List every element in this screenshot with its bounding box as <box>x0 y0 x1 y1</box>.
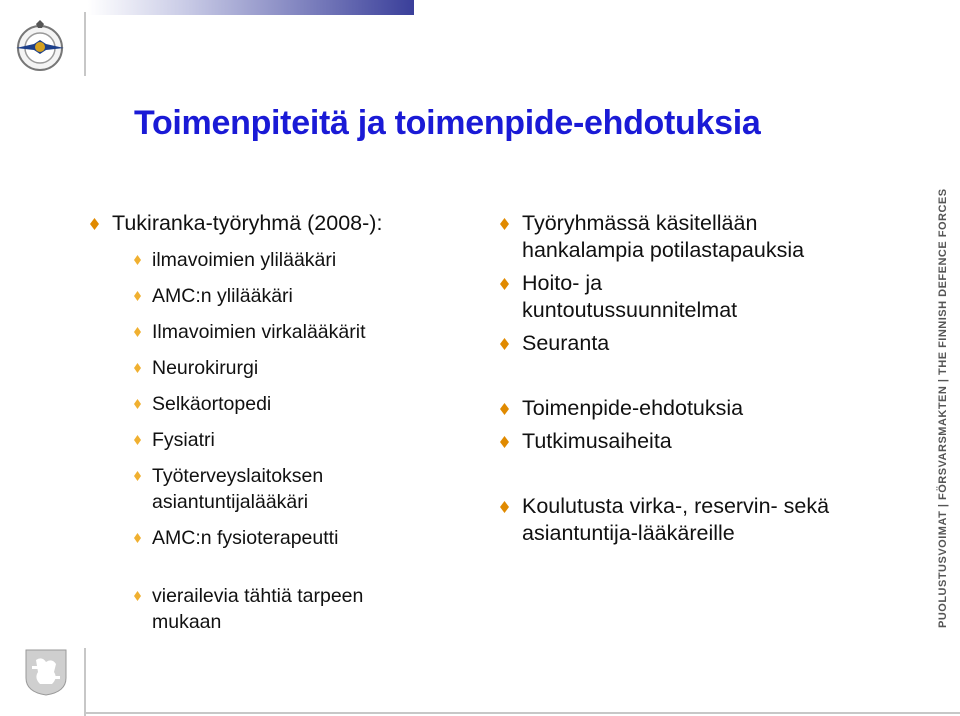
list-item: ilmavoimien ylilääkäri <box>88 247 498 273</box>
diamond-bullet-icon <box>134 591 141 601</box>
list-item: Seuranta <box>498 330 898 357</box>
right-column <box>498 210 898 547</box>
diamond-bullet-icon <box>134 291 141 301</box>
list-item: Neurokirurgi <box>88 355 498 381</box>
diamond-bullet-icon <box>90 218 99 230</box>
air-force-emblem-icon <box>12 18 68 74</box>
footer-line <box>84 712 960 714</box>
top-divider-line <box>84 12 86 76</box>
diamond-bullet-icon <box>134 471 141 481</box>
list-item: Koulutusta virka-, reservin- sekä asiantuntija-lääkäreille <box>498 493 872 547</box>
list-item: Tutkimusaiheita <box>498 428 898 455</box>
diamond-bullet-icon <box>500 218 509 230</box>
workgroup-heading: Tukiranka-työryhmä (2008-): <box>112 211 383 235</box>
slide-title: Toimenpiteitä ja toimenpide-ehdotuksia <box>134 104 761 142</box>
diamond-bullet-icon <box>134 533 141 543</box>
list-item: Fysiatri <box>88 427 498 453</box>
list-item: vierailevia tähtiä tarpeen mukaan <box>88 583 372 635</box>
diamond-bullet-icon <box>500 278 509 290</box>
diamond-bullet-icon <box>500 436 509 448</box>
list-item: AMC:n ylilääkäri <box>88 283 498 309</box>
diamond-bullet-icon <box>500 403 509 415</box>
list-item: AMC:n fysioterapeutti <box>88 525 498 551</box>
bottom-divider-line <box>84 648 86 716</box>
list-item: Työryhmässä käsitellään hankalampia potilastapauksia <box>498 210 882 264</box>
list-item: Toimenpide-ehdotuksia <box>498 395 898 422</box>
finnish-lion-emblem-icon <box>24 648 68 696</box>
top-gradient-bar <box>88 0 414 15</box>
diamond-bullet-icon <box>134 255 141 265</box>
diamond-bullet-icon <box>134 435 141 445</box>
left-column <box>88 210 498 635</box>
defence-forces-side-label: PUOLUSTUSVOIMAT | FÖRSVARSMAKTEN | THE FINNISH DEFENCE FORCES <box>937 188 949 628</box>
list-item: Ilmavoimien virkalääkärit <box>88 319 498 345</box>
diamond-bullet-icon <box>134 363 141 373</box>
diamond-bullet-icon <box>500 338 509 350</box>
list-item: Työterveyslaitoksen asiantuntijalääkäri <box>88 463 392 515</box>
list-item: Hoito- ja kuntoutussuunnitelmat <box>498 270 822 324</box>
list-item: Selkäortopedi <box>88 391 498 417</box>
list-item <box>88 210 498 237</box>
diamond-bullet-icon <box>134 327 141 337</box>
diamond-bullet-icon <box>500 501 509 513</box>
diamond-bullet-icon <box>134 399 141 409</box>
